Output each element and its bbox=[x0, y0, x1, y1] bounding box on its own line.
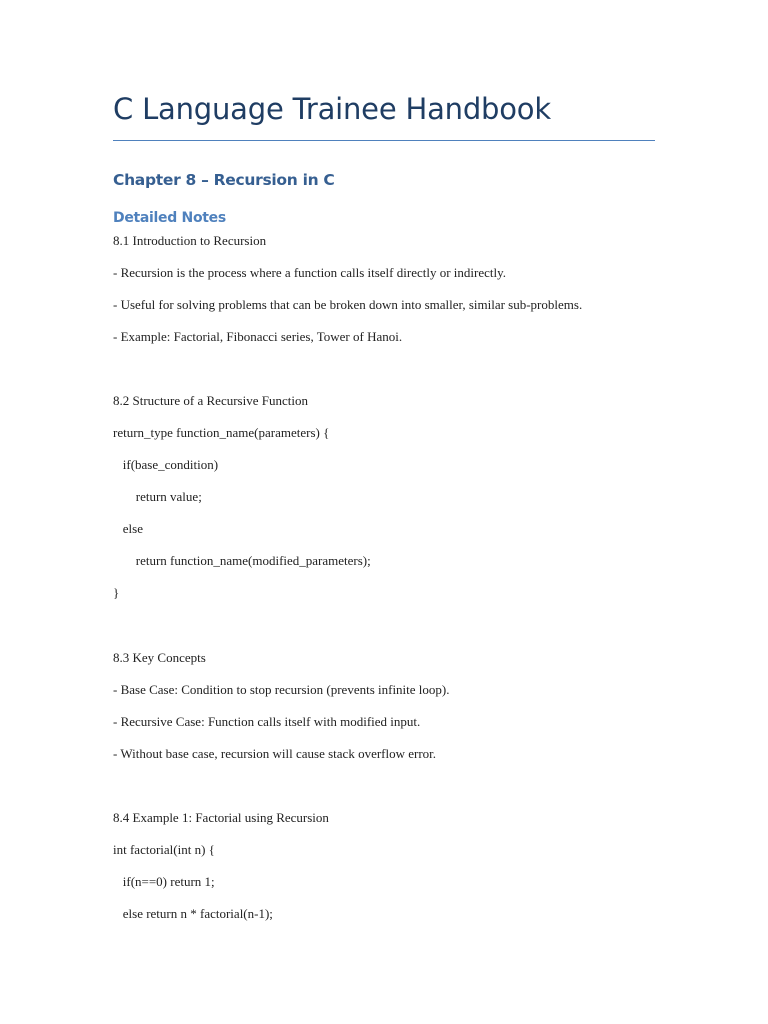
body-line: - Base Case: Condition to stop recursion (prevents infinite loop). bbox=[113, 682, 450, 697]
code-line: else bbox=[113, 521, 143, 536]
section-8-4-heading: 8.4 Example 1: Factorial using Recursion bbox=[113, 810, 329, 825]
section-8-1-heading: 8.1 Introduction to Recursion bbox=[113, 233, 267, 248]
section-8-3-heading: 8.3 Key Concepts bbox=[113, 650, 206, 665]
title-underline-divider bbox=[113, 140, 655, 141]
body-line: - Useful for solving problems that can be broken down into smaller, similar sub-problems. bbox=[113, 297, 583, 312]
section-8-2-heading: 8.2 Structure of a Recursive Function bbox=[113, 393, 308, 408]
body-line: - Example: Factorial, Fibonacci series, Tower of Hanoi. bbox=[113, 329, 403, 344]
chapter-heading: Chapter 8 – Recursion in C bbox=[113, 171, 335, 189]
code-line: if(base_condition) bbox=[113, 457, 219, 472]
code-line: } bbox=[113, 585, 120, 600]
code-line: if(n==0) return 1; bbox=[113, 874, 215, 889]
code-line: return function_name(modified_parameters); bbox=[113, 553, 371, 568]
body-line: - Without base case, recursion will cause stack overflow error. bbox=[113, 746, 437, 761]
code-line: return value; bbox=[113, 489, 202, 504]
code-line: return_type function_name(parameters) { bbox=[113, 425, 330, 440]
body-line: - Recursive Case: Function calls itself with modified input. bbox=[113, 714, 421, 729]
code-line: int factorial(int n) { bbox=[113, 842, 215, 857]
document-title: C Language Trainee Handbook bbox=[113, 92, 551, 126]
body-line: - Recursion is the process where a function calls itself directly or indirectly. bbox=[113, 265, 507, 280]
code-line: else return n * factorial(n-1); bbox=[113, 906, 273, 921]
section-heading: Detailed Notes bbox=[113, 210, 226, 226]
